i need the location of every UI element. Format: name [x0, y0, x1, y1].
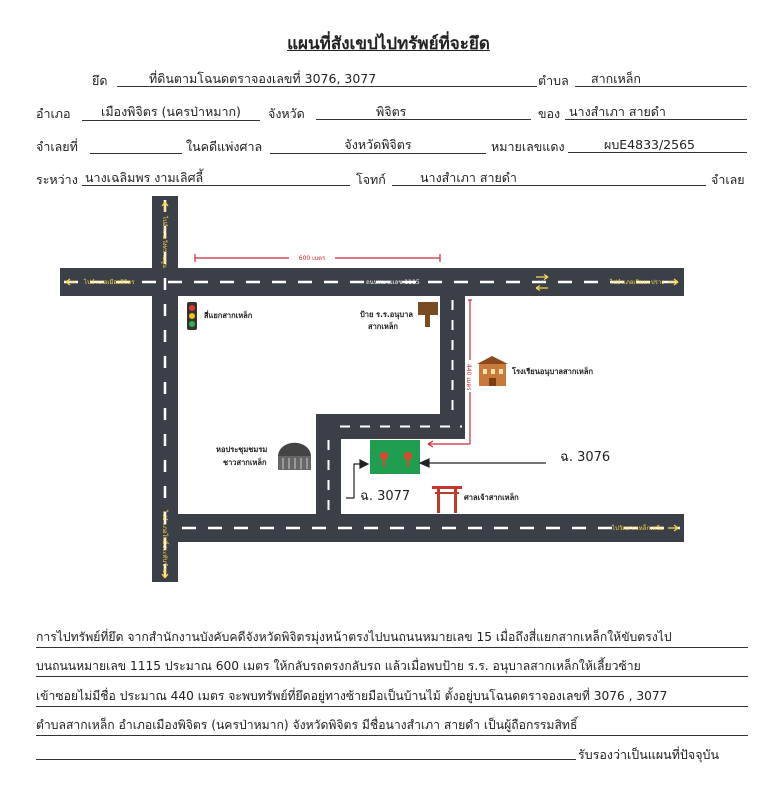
- road-label-top-left: ไปอำเภอเมืองพิจิตร: [84, 279, 135, 286]
- shrine-gate-icon: [432, 486, 462, 513]
- district-label: อำเภอ: [36, 106, 71, 121]
- owner-value: นางสำเภา สายดำ: [565, 104, 747, 120]
- district-value: เมืองพิจิตร (นครป่าหมาก): [82, 104, 260, 121]
- road-label-top-center: ถนนหมายเลข 1115: [366, 279, 420, 286]
- defendant-value: นางสำเภา สายดำ: [392, 170, 706, 186]
- plot-3076-label: ฉ. 3076: [560, 450, 611, 465]
- hall-label-1: หอประชุมชมรม: [216, 445, 268, 454]
- hall-label-2: ชาวสากเหล็ก: [223, 458, 267, 467]
- directions-line-3: เข้าซอยไม่มีชื่อ ประมาณ 440 เมตร จะพบทรัพย์ที่ยึดอยู่ทางซ้ายมือเป็นบ้านไม้ ตั้งอยู่บนโฉนดตราจองเลขที่ 3076 , 3077: [36, 688, 748, 707]
- road-label-bottom-right: ไปวัดสากเหล็กเหนือ: [612, 525, 664, 532]
- road-label-top-right: ไปอำเภอเนินมะปราง: [610, 279, 665, 286]
- seized-parcel: [370, 440, 420, 474]
- case-value: ผบE4833/2565: [568, 137, 747, 153]
- directions-text-1: จากสำนักงานบังคับคดีจังหวัดพิจิตรมุ่งหน้าตรงไปบนถนนหมายเลข 15 เมื่อถึงสี่แยกสากเหล็กให้ขับตรงไป: [127, 630, 672, 644]
- court-value: จังหวัดพิจิตร: [270, 137, 486, 154]
- road-label-vertical-top: ไปอำเภอวังทรายพูน: [161, 216, 168, 268]
- school-label: โรงเรียนอนุบาลสากเหล็ก: [512, 367, 594, 376]
- subdistrict-label: ตำบล: [538, 73, 569, 88]
- province-value: พิจิตร: [316, 104, 531, 120]
- plot-3077-label: ฉ. 3077: [360, 489, 411, 504]
- plaintiff-value: นางเฉลิมพร งามเลิศลี้: [82, 170, 350, 186]
- sign-label-1: ป้าย ร.ร.อนุบาล: [360, 310, 413, 319]
- directions-line-4: ตำบลสากเหล็ก อำเภอเมืองพิจิตร (นครป่าหมาก) จังหวัดพิจิตร มีชื่อนางสำเภา สายดำ เป็นผู้ถือกรรมสิทธิ์: [36, 717, 748, 736]
- debtor-label: จำเลยที่: [36, 139, 78, 154]
- directions-line-2: บนถนนหมายเลข 1115 ประมาณ 600 เมตร ให้กลับรถตรงกลับรถ แล้วเมื่อพบป้าย ร.ร. อนุบาลสากเหล็กให้เลี้ยวซ้าย: [36, 658, 748, 677]
- school-building-icon: [477, 356, 508, 386]
- hall-building-icon: [278, 443, 311, 470]
- sign-label-2: สากเหล็ก: [368, 322, 398, 331]
- seize-label: ยึด: [92, 73, 108, 88]
- document-title: แผนที่สังเขปไปทรัพย์ที่จะยึด: [287, 34, 490, 54]
- directions-label: การไปทรัพย์ที่ยึด: [36, 630, 124, 644]
- certify-text: รับรองว่าเป็นแผนที่ปัจจุบัน: [578, 747, 719, 762]
- court-label: ในคดีแพ่งศาล: [186, 139, 263, 154]
- province-label: จังหวัด: [268, 106, 305, 121]
- defendant-label: จำเลย: [711, 172, 745, 187]
- distance-600-label: 600 เมตร: [298, 255, 326, 262]
- directions-line-1: [36, 629, 748, 648]
- distance-440-label: 440 เมตร: [465, 364, 472, 391]
- traffic-light-label: สี่แยกสากเหล็ก: [204, 311, 253, 320]
- school-sign-icon: [418, 302, 438, 327]
- traffic-light-icon: [187, 302, 197, 330]
- road-soi-vertical: [440, 296, 465, 418]
- seize-value: ที่ดินตามโฉนดตราจองเลขที่ 3076, 3077: [117, 71, 537, 87]
- signature-line: [36, 758, 576, 760]
- plaintiff-label: โจทก์: [356, 172, 386, 187]
- owner-label: ของ: [538, 106, 561, 121]
- case-label: หมายเลขแดง: [491, 139, 565, 154]
- between-label: ระหว่าง: [36, 172, 78, 187]
- shrine-label: ศาลเจ้าสากเหล็ก: [464, 493, 519, 502]
- roads: [60, 196, 684, 582]
- subdistrict-value: สากเหล็ก: [575, 71, 747, 87]
- road-label-vertical-bottom: ไปอำเภอโพธิ์ประทับช้าง: [161, 510, 168, 573]
